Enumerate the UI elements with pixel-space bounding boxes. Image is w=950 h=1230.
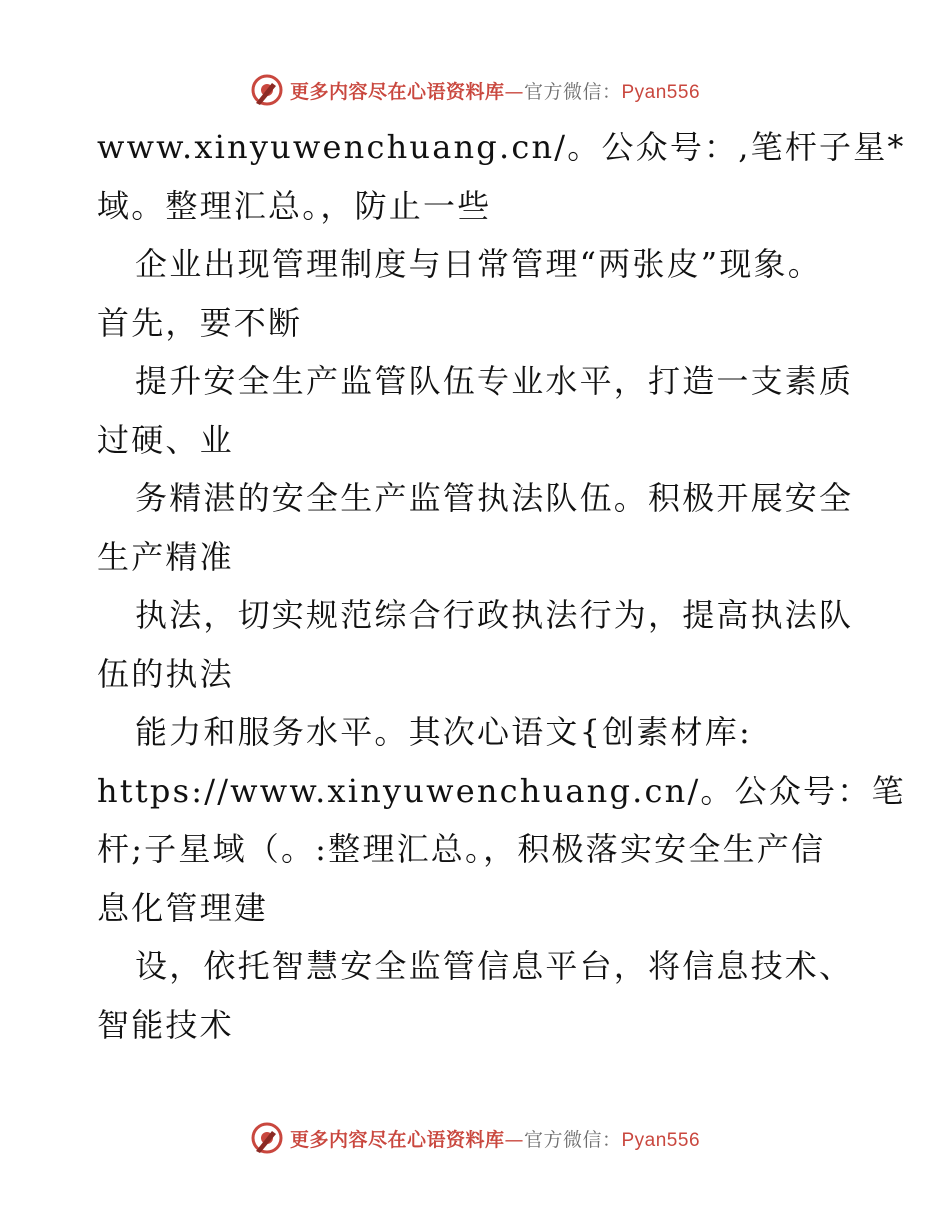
text-line: 设，依托智慧安全监管信息平台，将信息技术、 — [135, 947, 854, 985]
footer-banner — [0, 1118, 950, 1158]
text-line: 生产精准 — [97, 537, 234, 576]
banner-separator: — — [504, 1128, 524, 1151]
text-line: 域。整理汇总。，防止一些 — [97, 186, 492, 225]
banner-wechat-id: Pyan556 — [621, 1129, 701, 1151]
banner-separator: — — [504, 80, 524, 103]
header-banner — [0, 70, 950, 110]
pen-logo-icon — [250, 73, 284, 107]
banner-caption — [290, 1125, 700, 1152]
pen-logo-icon — [250, 1121, 284, 1155]
text-line: 息化管理建 — [97, 888, 269, 927]
text-line: 伍的执法 — [97, 654, 234, 693]
document-body — [97, 118, 906, 1054]
banner-wechat-label: 官方微信： — [523, 80, 622, 103]
text-line: 过硬、业 — [97, 420, 234, 459]
text-line: 务精湛的安全生产监管执法队伍。积极开展安全 — [135, 479, 854, 517]
text-line: 执法，切实规范综合行政执法行为，提高执法队 — [135, 596, 854, 634]
banner-caption — [290, 77, 700, 104]
text-line: 首先，要不断 — [97, 303, 303, 342]
banner-wechat-id: Pyan556 — [621, 81, 701, 103]
text-line: 提升安全生产监管队伍专业水平，打造一支素质 — [135, 362, 854, 400]
text-line: 能力和服务水平。其次心语文{创素材库: — [135, 713, 752, 751]
text-line: www.xinyuwenchuang.cn/。公众号：,笔杆子星* — [97, 128, 906, 166]
banner-title: 更多内容尽在心语资料库 — [289, 80, 505, 103]
text-line: 企业出现管理制度与日常管理“两张皮”现象。 — [135, 245, 822, 283]
text-line: 杆;子星域（。:整理汇总。，积极落实安全生产信 — [97, 830, 826, 868]
text-line: 智能技术 — [97, 1005, 234, 1044]
text-line: https://www.xinyuwenchuang.cn/。公众号：笔 — [97, 771, 906, 810]
banner-wechat-label: 官方微信： — [523, 1128, 622, 1151]
banner-title: 更多内容尽在心语资料库 — [289, 1128, 505, 1151]
